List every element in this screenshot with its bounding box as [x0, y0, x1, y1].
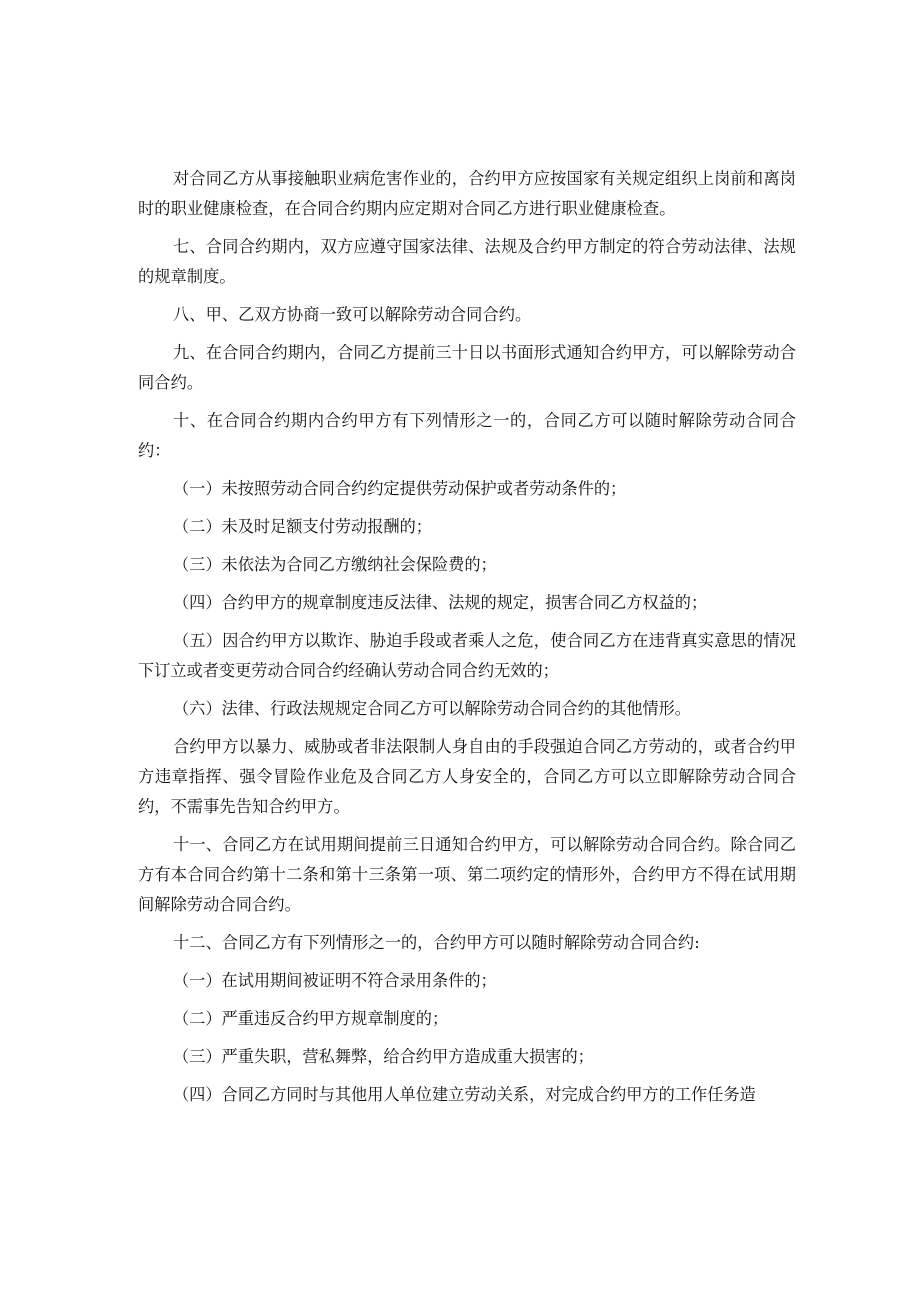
- clause-10: 十、在合同合约期内合约甲方有下列情形之一的，合同乙方可以随时解除劳动合同合约：: [138, 411, 796, 460]
- clause-12-item-3: （三）严重失职，营私舞弊，给合约甲方造成重大损害的；: [173, 1047, 594, 1066]
- clause-12-item-2: （二）严重违反合约甲方规章制度的；: [173, 1009, 449, 1028]
- clause-12-item-1: （一）在试用期间被证明不符合录用条件的；: [173, 971, 497, 990]
- document-body: [138, 164, 796, 1118]
- clause-9: 九、在合同合约期内，合同乙方提前三十日以书面形式通知合约甲方，可以解除劳动合同合约。: [138, 343, 796, 392]
- clause-10-item-3: （三）未依法为合同乙方缴纳社会保险费的；: [173, 555, 497, 574]
- clause-10-item-6: （六）法律、行政法规规定合同乙方可以解除劳动合同合约的其他情形。: [173, 699, 691, 718]
- clause-10-item-1: （一）未按照劳动合同合约约定提供劳动保护或者劳动条件的；: [173, 479, 627, 498]
- clause-11: 十一、合同乙方在试用期间提前三日通知合约甲方，可以解除劳动合同合约。除合同乙方有本合同合约第十二条和第十三条第一项、第二项约定的情形外，合约甲方不得在试用期间解除劳动合同合约。: [138, 835, 796, 914]
- clause-10-item-4: （四）合约甲方的规章制度违反法律、法规的规定，损害合同乙方权益的；: [173, 593, 708, 612]
- clause-8: 八、甲、乙双方协商一致可以解除劳动合同合约。: [173, 305, 532, 324]
- clause-10-item-5: （五）因合约甲方以欺诈、胁迫手段或者乘人之危，使合同乙方在违背真实意思的情况下订立或者变更劳动合同合约经确认劳动合同合约无效的；: [138, 631, 796, 680]
- paragraph-occupational-health: 对合同乙方从事接触职业病危害作业的，合约甲方应按国家有关规定组织上岗前和离岗时的职业健康检查，在合同合约期内应定期对合同乙方进行职业健康检查。: [138, 169, 796, 218]
- clause-12-item-4: （四）合同乙方同时与其他用人单位建立劳动关系，对完成合约甲方的工作任务造: [173, 1085, 756, 1104]
- clause-10-item-2: （二）未及时足额支付劳动报酬的；: [173, 517, 432, 536]
- clause-7: 七、合同合约期内，双方应遵守国家法律、法规及合约甲方制定的符合劳动法律、法规的规章制度。: [138, 237, 796, 286]
- clause-12: 十二、合同乙方有下列情形之一的，合约甲方可以随时解除劳动合同合约:: [173, 933, 700, 952]
- paragraph-immediate-termination: 合约甲方以暴力、威胁或者非法限制人身自由的手段强迫合同乙方劳动的，或者合约甲方违章指挥、强令冒险作业危及合同乙方人身安全的，合同乙方可以立即解除劳动合同合约，不需事先告知合约甲方。: [138, 737, 796, 816]
